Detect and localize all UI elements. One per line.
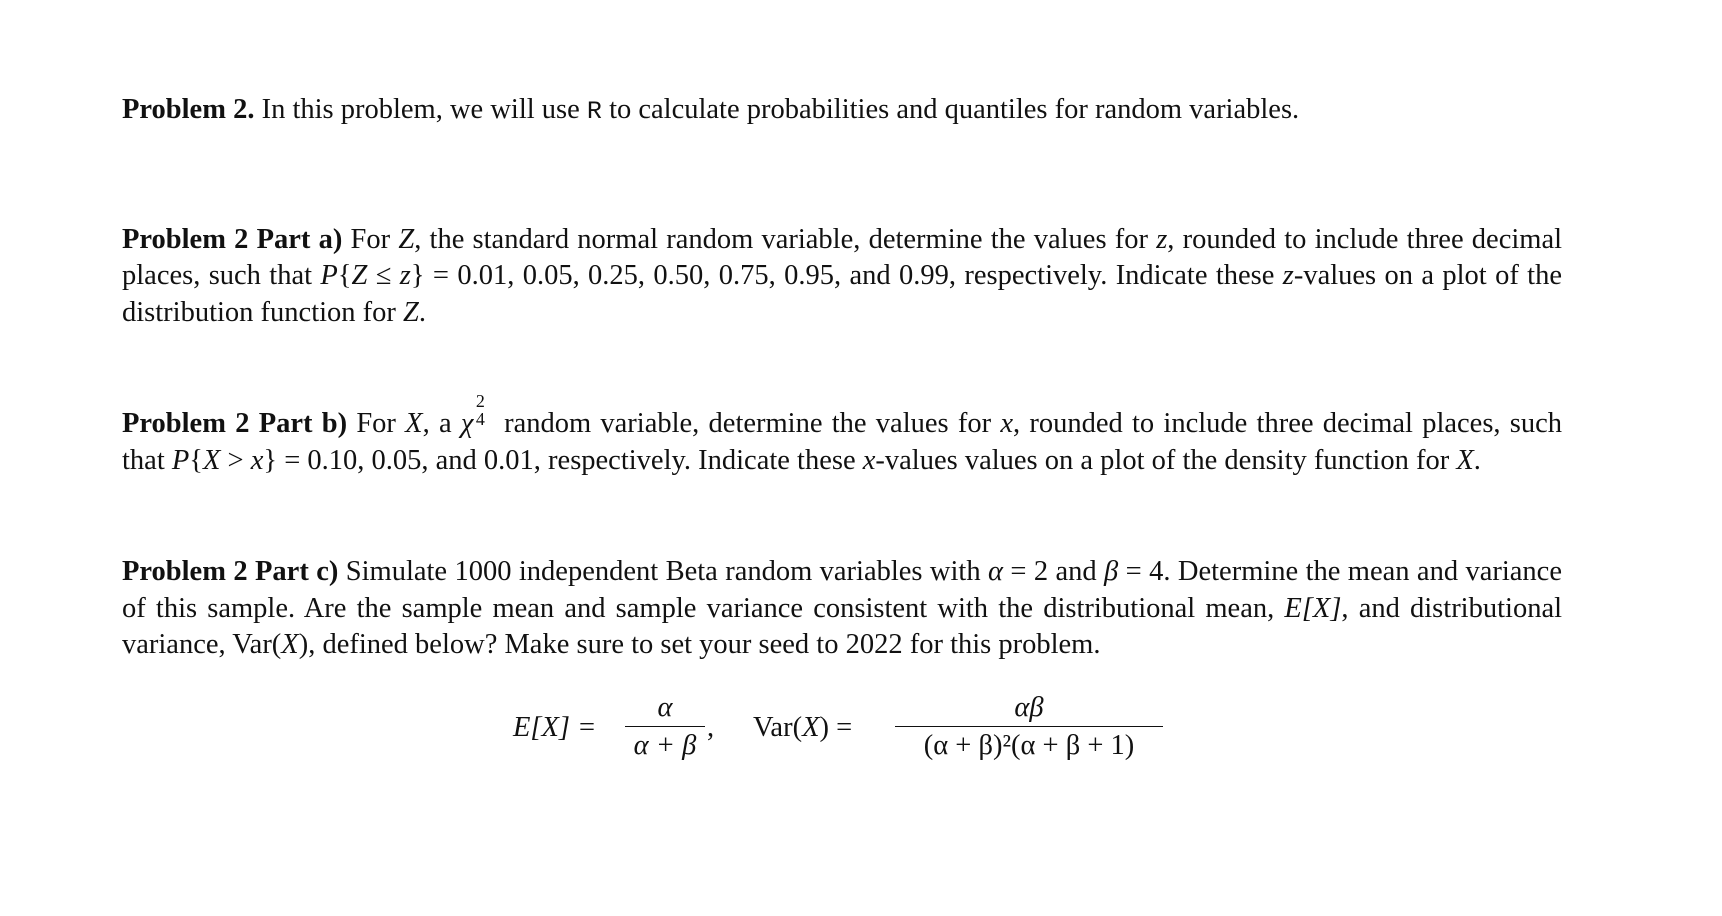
part-b-label: Problem 2 Part b): [122, 408, 348, 439]
part-a: Problem 2 Part a) For Z, the standard normal random variable, determine the values for z, rounded to include three decimal places, such that P{Z ≤ z} = 0.01, 0.05, 0.25, 0.50, 0.75, 0.95, and 0.99, respectively. Indicate these z-values on a plot of the distribution function for Z.: [122, 223, 1563, 328]
variance-lhs: Var(X) =: [753, 712, 853, 743]
part-b: Problem 2 Part b) For X, a χ 2 4 random variable, determine the values for x, rounded to include three decimal places, such that P{X > x} = 0.10, 0.05, and 0.01, respectively. Indicate these x-values values on a plot of the density function for X.: [122, 391, 1563, 476]
problem-intro: Problem 2. In this problem, we will use R to calculate probabilities and quantiles for random variables.: [122, 94, 1300, 126]
problem-document: [122, 92, 1562, 664]
chi-squared-symbol: χ 2 4: [460, 391, 485, 439]
problem-label: Problem 2.: [122, 94, 255, 125]
part-a-label: Problem 2 Part a): [122, 223, 343, 255]
variance-fraction: αβ (α + β)²(α + β + 1): [895, 690, 1163, 763]
part-c: Problem 2 Part c) Simulate 1000 independent Beta random variables with α = 2 and β = 4. Determine the mean and variance of this sample. Are the sample mean and sample variance consistent with the distributional mean, E[X], and distributional variance, Var(X), defined below? Make sure to set your seed to 2022 for this problem.: [122, 556, 1563, 660]
expectation-lhs: E[X] =: [513, 712, 597, 743]
part-c-label: Problem 2 Part c): [122, 556, 339, 587]
expectation-fraction: α α + β: [625, 690, 705, 763]
r-code: R: [586, 97, 602, 126]
